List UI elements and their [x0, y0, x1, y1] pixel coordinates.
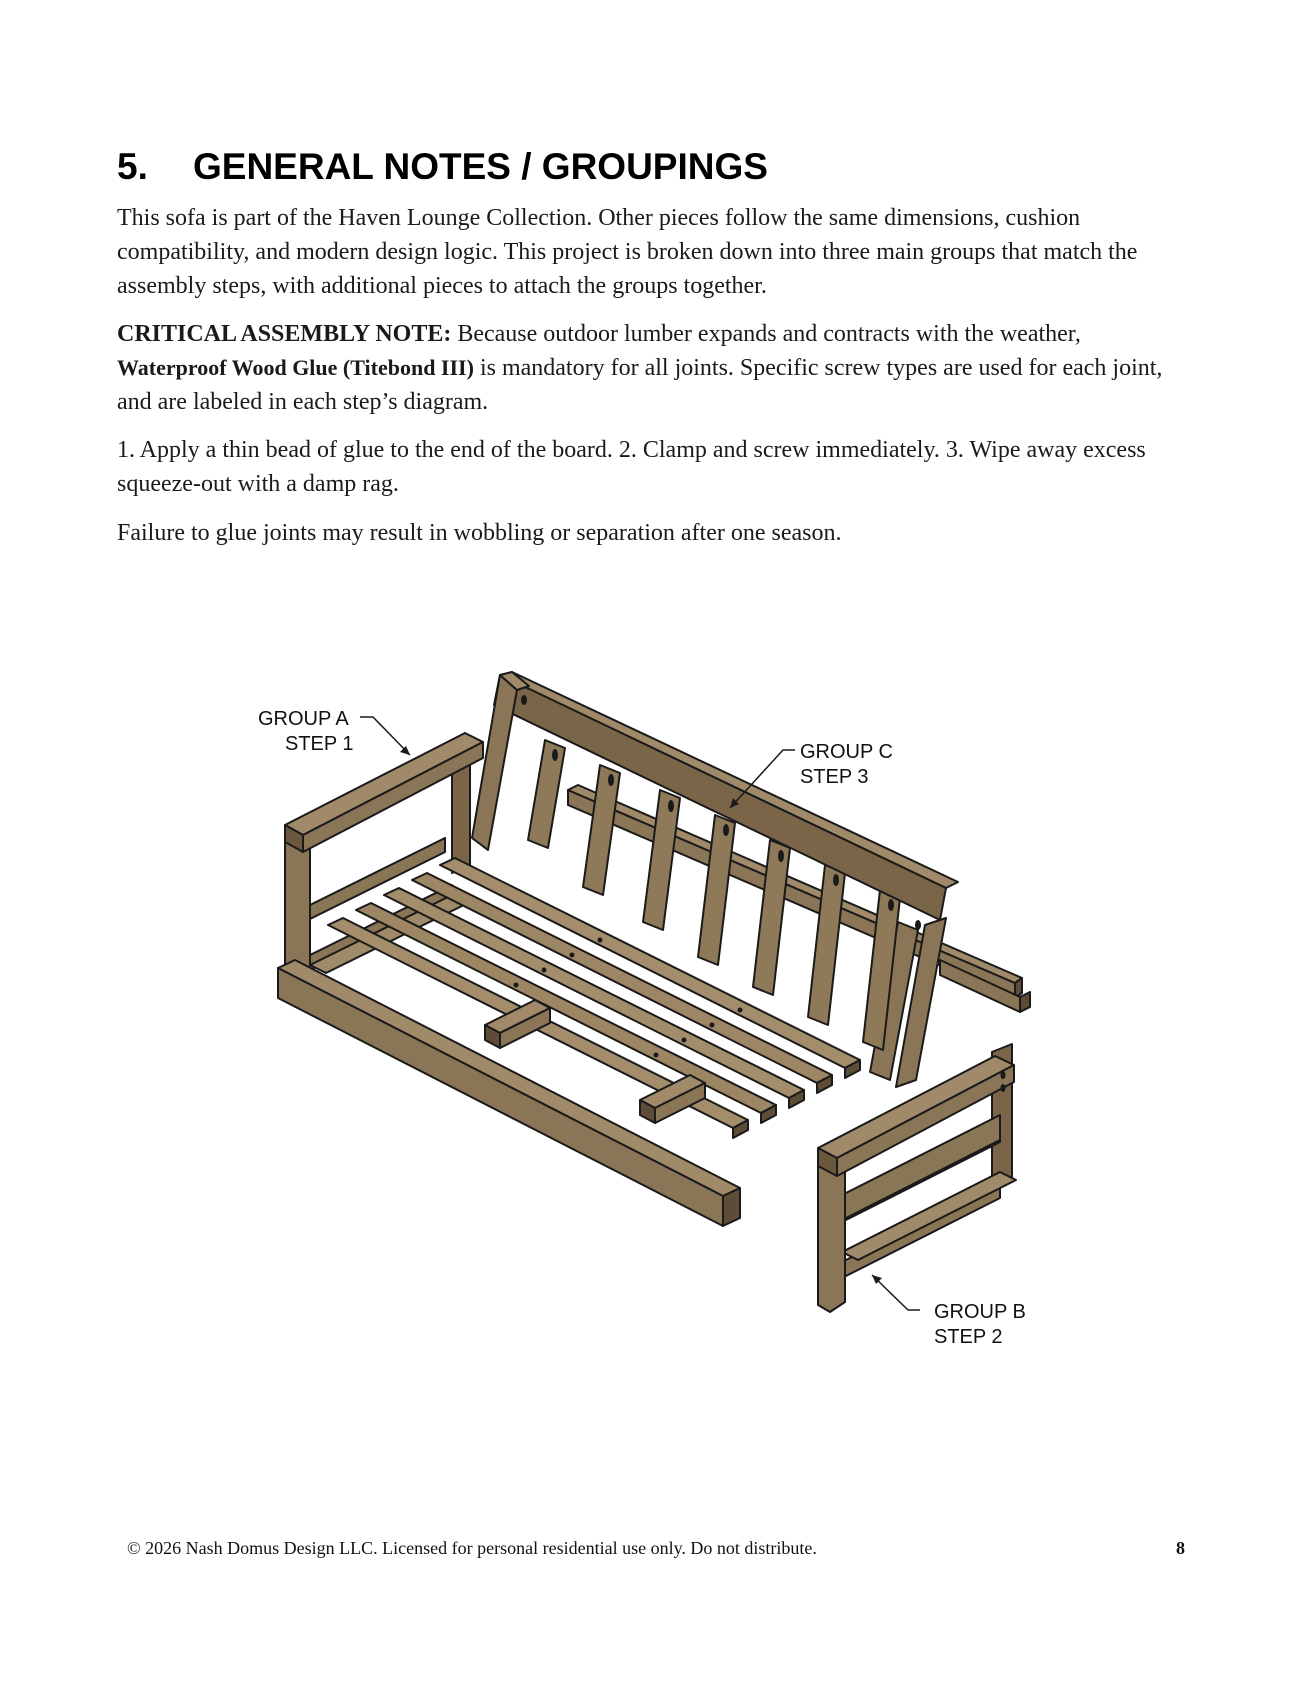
critical-note-text-1: Because outdoor lumber expands and contracts with the weather,: [451, 321, 1081, 347]
back-slat: [698, 815, 735, 965]
back-left-post: [472, 675, 517, 850]
glue-steps-paragraph: 1. Apply a thin bead of glue to the end of the board. 2. Clamp and screw immediately. 3. Wipe away excess squeeze-out with a damp rag.: [117, 437, 1146, 497]
section-number: 5.: [117, 146, 148, 187]
warning-paragraph: Failure to glue joints may result in wobbling or separation after one season.: [117, 520, 842, 546]
page-number: 8: [1176, 1538, 1185, 1558]
glue-product-name: Waterproof Wood Glue (Titebond III): [117, 355, 474, 380]
group-b-step-label: STEP 2: [934, 1326, 1003, 1348]
footer-copyright: © 2026 Nash Domus Design LLC. Licensed for personal residential use only. Do not distribute.: [127, 1538, 817, 1558]
back-slat: [528, 740, 565, 848]
group-c-label: GROUP C: [800, 741, 893, 763]
section-heading: [117, 146, 768, 188]
group-c-step-label: STEP 3: [800, 766, 869, 788]
back-slat: [583, 765, 620, 895]
group-a-step-label: STEP 1: [285, 733, 354, 755]
sofa-assembly-diagram: [0, 640, 1302, 1360]
group-b-label: GROUP B: [934, 1301, 1026, 1323]
critical-note-paragraph: [117, 317, 1187, 419]
critical-note-text-2: is mandatory for all joints. Specific screw types are used for each joint, and are labeled in each step’s diagram.: [117, 355, 1163, 415]
group-a-label: GROUP A: [258, 708, 349, 730]
group-b-right-arm: [818, 1044, 1016, 1312]
intro-paragraph: This sofa is part of the Haven Lounge Collection. Other pieces follow the same dimensions, cushion compatibility, and modern design logic. This project is broken down into three main groups that match the assembly steps, with additional pieces to attach the groups together.: [117, 205, 1138, 299]
back-slat: [643, 790, 680, 930]
section-title: GENERAL NOTES / GROUPINGS: [193, 146, 768, 187]
critical-note-label: CRITICAL ASSEMBLY NOTE:: [117, 321, 452, 347]
